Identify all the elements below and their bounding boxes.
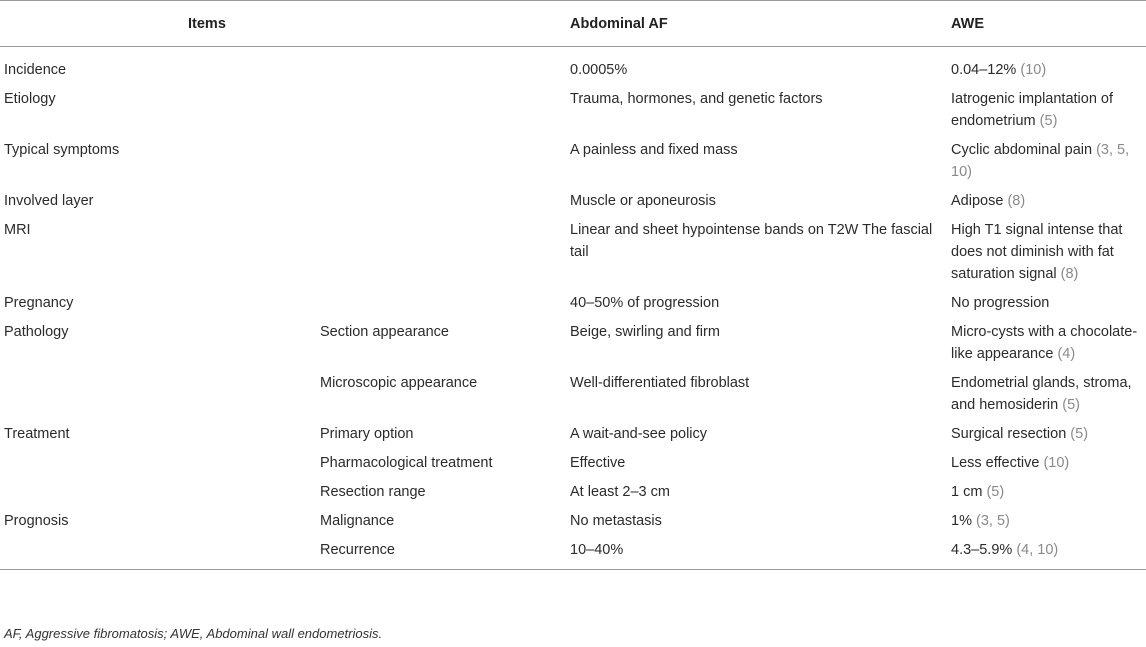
row-abdominal-af: A wait-and-see policy — [570, 426, 708, 442]
awe-reference-link[interactable]: (10) — [1043, 455, 1070, 471]
row-abdominal-af: Muscle or aponeurosis — [570, 193, 716, 209]
table-row — [0, 85, 1146, 136]
row-awe — [949, 136, 1146, 187]
row-category: Treatment — [4, 426, 70, 442]
row-category: Typical symptoms — [4, 142, 120, 158]
awe-reference-link[interactable]: (8) — [1007, 193, 1026, 209]
row-subcategory — [316, 216, 568, 289]
row-subcategory: Microscopic appearance — [320, 375, 478, 391]
table-row — [0, 507, 1146, 536]
table-row — [0, 536, 1146, 570]
table-header — [0, 1, 1146, 47]
awe-text: High T1 signal intense that does not diminish with fat saturation signal — [951, 222, 1123, 282]
row-awe — [949, 216, 1146, 289]
row-awe — [949, 420, 1146, 449]
table-row — [0, 216, 1146, 289]
row-abdominal-af: Effective — [570, 455, 626, 471]
awe-text: Adipose — [951, 193, 1008, 209]
row-awe — [949, 289, 1146, 318]
header-awe: AWE — [949, 1, 1146, 47]
row-subcategory — [316, 47, 568, 86]
row-category: Pregnancy — [4, 295, 74, 311]
row-awe — [949, 449, 1146, 478]
awe-reference-link[interactable]: (5) — [1062, 397, 1080, 413]
awe-text: No progression — [951, 295, 1050, 311]
row-subcategory: Primary option — [320, 426, 414, 442]
table-row — [0, 478, 1146, 507]
row-awe — [949, 369, 1146, 420]
row-category — [0, 449, 316, 478]
row-abdominal-af: 0.0005% — [570, 62, 628, 78]
table-row — [0, 318, 1146, 369]
awe-reference-link[interactable]: (4) — [1057, 346, 1076, 362]
row-abdominal-af: Linear and sheet hypointense bands on T2W The fascial tail — [570, 222, 933, 260]
table-row — [0, 289, 1146, 318]
table-row — [0, 449, 1146, 478]
awe-text: Iatrogenic implantation of endometrium — [951, 91, 1114, 129]
table-row — [0, 369, 1146, 420]
row-category — [0, 478, 316, 507]
awe-text: 1% — [951, 513, 977, 529]
awe-text: Endometrial glands, stroma, and hemosiderin — [951, 375, 1132, 413]
row-category: Involved layer — [4, 193, 94, 209]
row-awe — [949, 507, 1146, 536]
row-subcategory: Resection range — [320, 484, 426, 500]
row-abdominal-af: A painless and fixed mass — [570, 142, 738, 158]
row-subcategory — [316, 289, 568, 318]
row-subcategory: Pharmacological treatment — [320, 455, 493, 471]
row-abdominal-af: 10–40% — [570, 542, 624, 558]
awe-reference-link[interactable]: (8) — [1060, 266, 1079, 282]
header-abdominal-af: Abdominal AF — [568, 1, 949, 47]
row-awe — [949, 318, 1146, 369]
awe-reference-link[interactable]: (3, 5) — [976, 513, 1010, 529]
table-row — [0, 47, 1146, 86]
awe-text: 0.04–12% — [951, 62, 1021, 78]
row-abdominal-af: No metastasis — [570, 513, 662, 529]
awe-reference-link[interactable]: (5) — [1039, 113, 1058, 129]
row-abdominal-af: At least 2–3 cm — [570, 484, 670, 500]
row-awe — [949, 187, 1146, 216]
awe-reference-link[interactable]: (5) — [986, 484, 1005, 500]
awe-text: Surgical resection — [951, 426, 1071, 442]
awe-text: Less effective — [951, 455, 1044, 471]
awe-reference-link[interactable]: (10) — [1020, 62, 1047, 78]
row-subcategory: Malignance — [320, 513, 395, 529]
row-subcategory — [316, 187, 568, 216]
awe-reference-link[interactable]: (4, 10) — [1016, 542, 1059, 558]
awe-reference-link[interactable]: (3, 5, 10) — [951, 142, 1130, 180]
table-row — [0, 136, 1146, 187]
table-row — [0, 187, 1146, 216]
row-subcategory — [316, 85, 568, 136]
row-subcategory: Section appearance — [320, 324, 449, 340]
header-row — [0, 1, 1146, 47]
awe-reference-link[interactable]: (5) — [1070, 426, 1089, 442]
row-awe — [949, 85, 1146, 136]
awe-text: Cyclic abdominal pain — [951, 142, 1097, 158]
row-abdominal-af: Beige, swirling and firm — [570, 324, 720, 340]
row-awe — [949, 478, 1146, 507]
row-abdominal-af: Trauma, hormones, and genetic factors — [570, 91, 823, 107]
row-subcategory — [316, 136, 568, 187]
row-category: Etiology — [4, 91, 56, 107]
row-category: Pathology — [4, 324, 69, 340]
row-category: Prognosis — [4, 513, 69, 529]
table-footnote: AF, Aggressive fibromatosis; AWE, Abdominal wall endometriosis. — [4, 626, 383, 641]
row-abdominal-af: 40–50% of progression — [570, 295, 720, 311]
table-body — [0, 47, 1146, 570]
awe-text: 1 cm — [951, 484, 987, 500]
awe-text: 4.3–5.9% — [951, 542, 1017, 558]
row-awe — [949, 47, 1146, 86]
row-category — [0, 369, 316, 420]
table-row — [0, 420, 1146, 449]
row-abdominal-af: Well-differentiated fibroblast — [570, 375, 750, 391]
header-items: Items — [0, 1, 568, 47]
row-category: MRI — [4, 222, 31, 238]
row-category — [0, 536, 316, 570]
awe-text: Micro-cysts with a chocolate-like appearance — [951, 324, 1138, 362]
row-category: Incidence — [4, 62, 67, 78]
row-awe — [949, 536, 1146, 570]
row-subcategory: Recurrence — [320, 542, 395, 558]
